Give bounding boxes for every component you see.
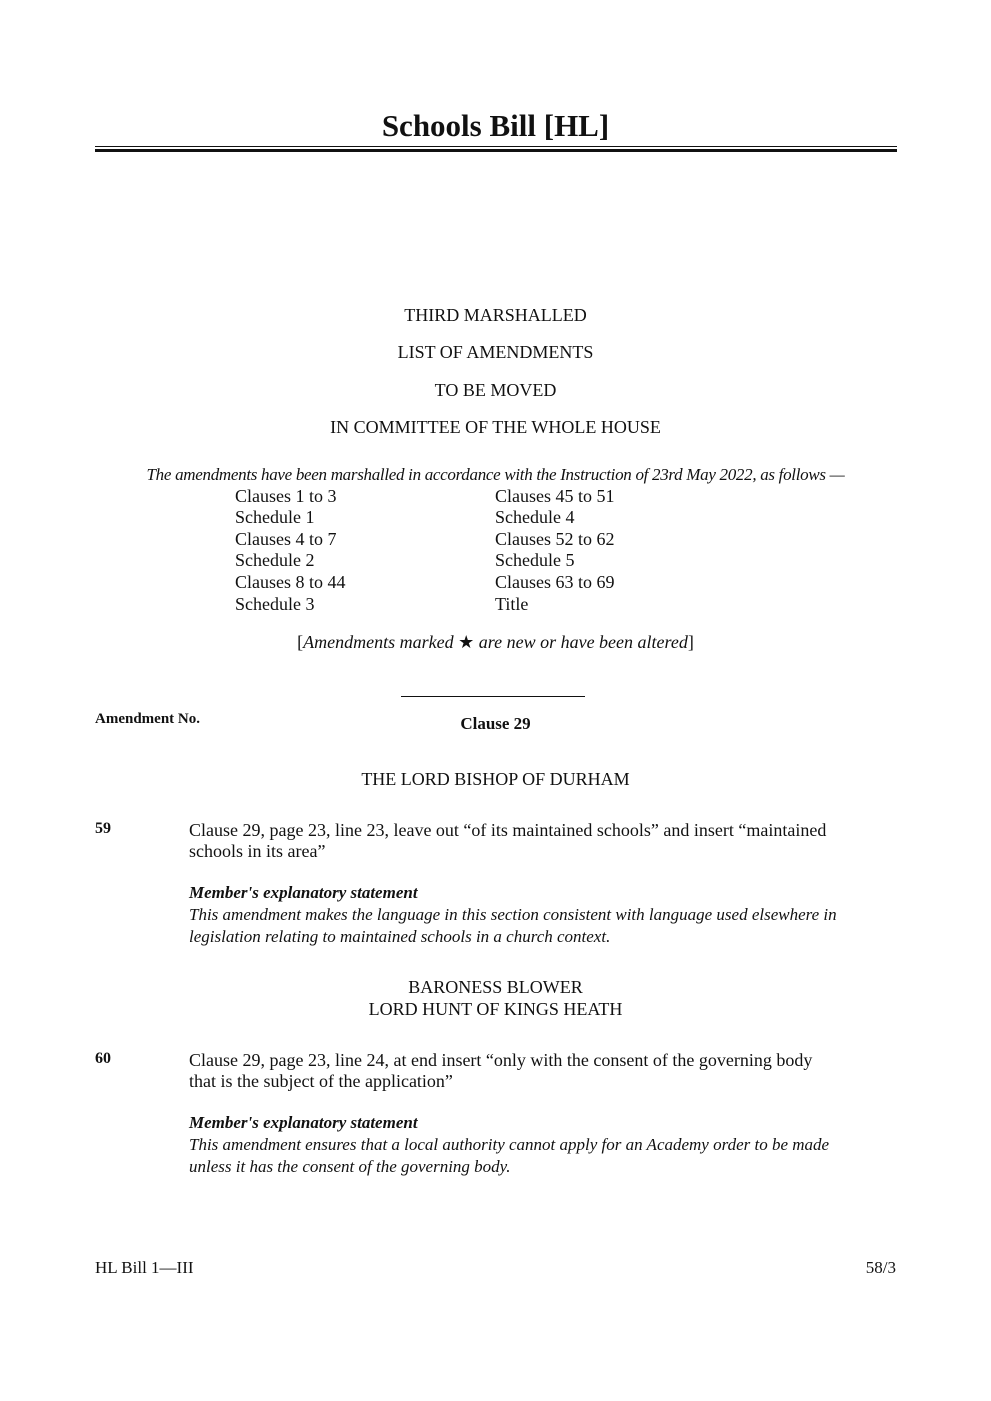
order-item: Clauses 1 to 3: [235, 486, 337, 506]
order-item: Clauses 52 to 62: [495, 529, 615, 549]
sponsor-name: THE LORD BISHOP OF DURHAM: [361, 769, 630, 789]
statement-title: Member's explanatory statement: [189, 883, 418, 902]
order-item: Clauses 4 to 7: [235, 529, 337, 549]
title-rule-thin: [95, 146, 897, 147]
footer-page-ref: 58/3: [865, 1258, 896, 1277]
order-item: Schedule 3: [235, 594, 315, 614]
heading-line: THIRD MARSHALLED: [404, 305, 587, 325]
amendment-no-label: Amendment No.: [95, 711, 200, 727]
order-item: Schedule 4: [495, 507, 575, 527]
order-item: Clauses 8 to 44: [235, 572, 346, 592]
bracket: [: [297, 632, 304, 652]
amendment-number: 59: [95, 820, 111, 837]
statement-title: Member's explanatory statement: [189, 1113, 418, 1132]
title-rule-thick: [95, 149, 897, 152]
note-text: are new or have been altered: [474, 632, 688, 652]
order-item: Schedule 2: [235, 550, 315, 570]
order-item: Title: [495, 594, 529, 614]
heading-line: IN COMMITTEE OF THE WHOLE HOUSE: [330, 417, 661, 437]
heading-line: LIST OF AMENDMENTS: [397, 342, 594, 362]
marshalling-intro: The amendments have been marshalled in accordance with the Instruction of 23rd May 2022, as follows —: [146, 465, 845, 484]
order-item: Clauses 45 to 51: [495, 486, 615, 506]
statement-text: unless it has the consent of the governing body.: [189, 1157, 511, 1176]
footer-bill-ref: HL Bill 1—III: [95, 1258, 194, 1277]
amendment-number: 60: [95, 1050, 111, 1067]
heading-line: TO BE MOVED: [434, 380, 557, 400]
sponsor-name: BARONESS BLOWER: [408, 977, 583, 997]
order-item: Schedule 5: [495, 550, 575, 570]
amendment-text: schools in its area”: [189, 841, 326, 861]
statement-text: This amendment ensures that a local authority cannot apply for an Academy order to be made: [189, 1135, 830, 1154]
order-item: Schedule 1: [235, 507, 315, 527]
section-divider: [401, 696, 585, 697]
sponsor-name: LORD HUNT OF KINGS HEATH: [368, 999, 623, 1019]
amendment-text: Clause 29, page 23, line 24, at end insert “only with the consent of the governing body: [189, 1050, 813, 1070]
amendment-text: Clause 29, page 23, line 23, leave out “of its maintained schools” and insert “maintained: [189, 820, 827, 840]
amendment-text: that is the subject of the application”: [189, 1071, 453, 1091]
star-icon: ★: [458, 632, 475, 652]
statement-text: legislation relating to maintained schools in a church context.: [189, 927, 611, 946]
bracket: ]: [687, 632, 694, 652]
note-text: Amendments marked: [303, 632, 459, 652]
amendments-note: [0, 632, 991, 653]
order-item: Clauses 63 to 69: [495, 572, 615, 592]
statement-text: This amendment makes the language in this section consistent with language used elsewhere in: [189, 905, 837, 924]
bill-title: Schools Bill [HL]: [381, 108, 610, 143]
clause-heading: Clause 29: [460, 714, 531, 733]
